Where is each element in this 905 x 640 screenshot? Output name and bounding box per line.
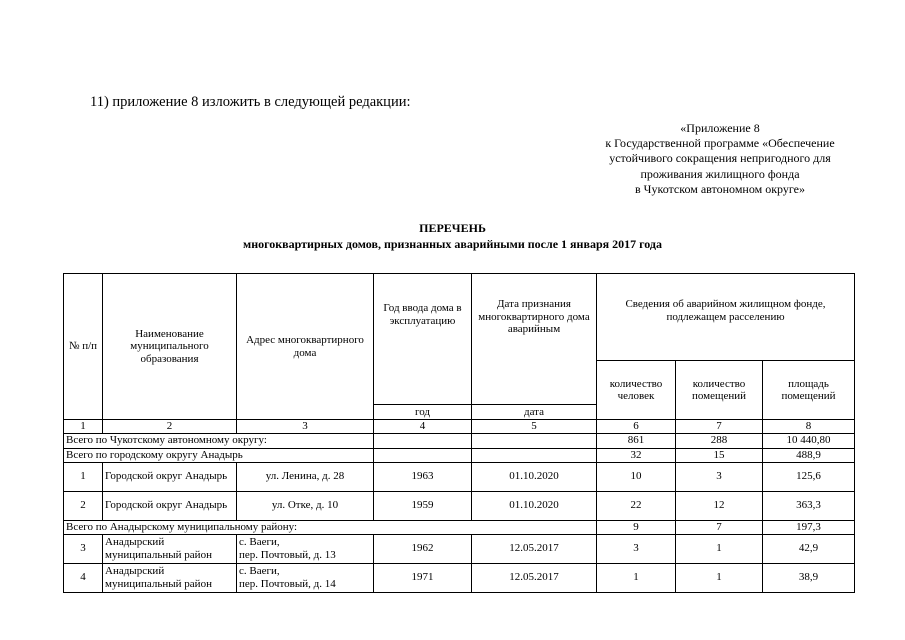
total-people: 9 bbox=[597, 520, 676, 534]
row-municipality: Городской округ Анадырь bbox=[103, 491, 237, 520]
row-area: 42,9 bbox=[763, 534, 855, 563]
address-line: с. Ваеги, bbox=[239, 536, 280, 548]
column-number-row bbox=[64, 420, 855, 434]
row-address: ул. Отке, д. 10 bbox=[237, 491, 374, 520]
column-number: 8 bbox=[763, 420, 855, 434]
total-rooms: 15 bbox=[676, 448, 763, 462]
empty-cell bbox=[472, 433, 597, 448]
appendix-line: устойчивого сокращения непригодного для bbox=[609, 151, 831, 166]
houses-table bbox=[63, 273, 855, 593]
title-heading: ПЕРЕЧЕНЬ bbox=[419, 221, 486, 235]
row-date: 12.05.2017 bbox=[472, 534, 597, 563]
total-area: 488,9 bbox=[763, 448, 855, 462]
table-row bbox=[64, 462, 855, 491]
row-municipality: Анадырский муниципальный район bbox=[103, 534, 237, 563]
header-info-group: Сведения об аварийном жилищном фонде, подлежащем расселению bbox=[597, 274, 855, 361]
total-label: Всего по городскому округу Анадырь bbox=[64, 448, 374, 462]
header-date: Дата признания многоквартирного дома аварийным bbox=[472, 274, 597, 405]
header-rooms: количество помещений bbox=[676, 361, 763, 420]
header-area: площадь помещений bbox=[763, 361, 855, 420]
row-year: 1963 bbox=[374, 462, 472, 491]
title-subheading: многоквартирных домов, признанных аварийными после 1 января 2017 года bbox=[243, 236, 662, 251]
row-date: 01.10.2020 bbox=[472, 491, 597, 520]
total-people: 32 bbox=[597, 448, 676, 462]
row-rooms: 12 bbox=[676, 491, 763, 520]
total-rooms: 288 bbox=[676, 433, 763, 448]
column-number: 2 bbox=[103, 420, 237, 434]
row-rooms: 1 bbox=[676, 534, 763, 563]
total-row-anadyr bbox=[64, 448, 855, 462]
column-number: 7 bbox=[676, 420, 763, 434]
address-line: с. Ваеги, bbox=[239, 565, 280, 577]
row-rooms: 1 bbox=[676, 563, 763, 592]
row-area: 363,3 bbox=[763, 491, 855, 520]
row-municipality: Городской округ Анадырь bbox=[103, 462, 237, 491]
row-num: 2 bbox=[64, 491, 103, 520]
column-number: 5 bbox=[472, 420, 597, 434]
address-line: пер. Почтовый, д. 14 bbox=[239, 577, 336, 590]
empty-cell bbox=[472, 448, 597, 462]
empty-cell bbox=[374, 433, 472, 448]
row-num: 4 bbox=[64, 563, 103, 592]
row-area: 38,9 bbox=[763, 563, 855, 592]
header-address: Адрес многоквартирного дома bbox=[237, 274, 374, 420]
row-year: 1971 bbox=[374, 563, 472, 592]
column-number: 6 bbox=[597, 420, 676, 434]
total-label: Всего по Анадырскому муниципальному району: bbox=[64, 520, 597, 534]
column-number: 1 bbox=[64, 420, 103, 434]
row-num: 3 bbox=[64, 534, 103, 563]
appendix-line: «Приложение 8 bbox=[680, 121, 760, 135]
header-num: № п/п bbox=[64, 274, 103, 420]
table-row bbox=[64, 534, 855, 563]
appendix-note bbox=[570, 121, 870, 197]
total-area: 197,3 bbox=[763, 520, 855, 534]
table-row bbox=[64, 563, 855, 592]
row-people: 22 bbox=[597, 491, 676, 520]
row-address bbox=[237, 534, 374, 563]
header-people: количество человек bbox=[597, 361, 676, 420]
unit-date: дата bbox=[472, 405, 597, 420]
document-title bbox=[0, 221, 905, 252]
row-num: 1 bbox=[64, 462, 103, 491]
total-label: Всего по Чукотскому автономному округу: bbox=[64, 433, 374, 448]
row-year: 1962 bbox=[374, 534, 472, 563]
header-municipality: Наименование муниципального образования bbox=[103, 274, 237, 420]
total-area: 10 440,80 bbox=[763, 433, 855, 448]
row-area: 125,6 bbox=[763, 462, 855, 491]
intro-text: 11) приложение 8 изложить в следующей редакции: bbox=[90, 94, 411, 110]
empty-cell bbox=[374, 448, 472, 462]
row-address bbox=[237, 563, 374, 592]
header-row bbox=[64, 274, 855, 361]
row-year: 1959 bbox=[374, 491, 472, 520]
row-people: 3 bbox=[597, 534, 676, 563]
row-date: 01.10.2020 bbox=[472, 462, 597, 491]
row-address: ул. Ленина, д. 28 bbox=[237, 462, 374, 491]
row-rooms: 3 bbox=[676, 462, 763, 491]
appendix-line: проживания жилищного фонда bbox=[640, 166, 800, 181]
row-date: 12.05.2017 bbox=[472, 563, 597, 592]
appendix-line: в Чукотском автономном округе» bbox=[635, 181, 805, 196]
header-year: Год ввода дома в эксплуатацию bbox=[374, 274, 472, 405]
unit-year: год bbox=[374, 405, 472, 420]
appendix-line: к Государственной программе «Обеспечение bbox=[605, 136, 835, 151]
total-rooms: 7 bbox=[676, 520, 763, 534]
column-number: 4 bbox=[374, 420, 472, 434]
row-municipality: Анадырский муниципальный район bbox=[103, 563, 237, 592]
row-people: 1 bbox=[597, 563, 676, 592]
table-row bbox=[64, 491, 855, 520]
address-line: пер. Почтовый, д. 13 bbox=[239, 548, 336, 561]
row-people: 10 bbox=[597, 462, 676, 491]
total-people: 861 bbox=[597, 433, 676, 448]
total-row-okrug bbox=[64, 433, 855, 448]
total-row-district bbox=[64, 520, 855, 534]
column-number: 3 bbox=[237, 420, 374, 434]
